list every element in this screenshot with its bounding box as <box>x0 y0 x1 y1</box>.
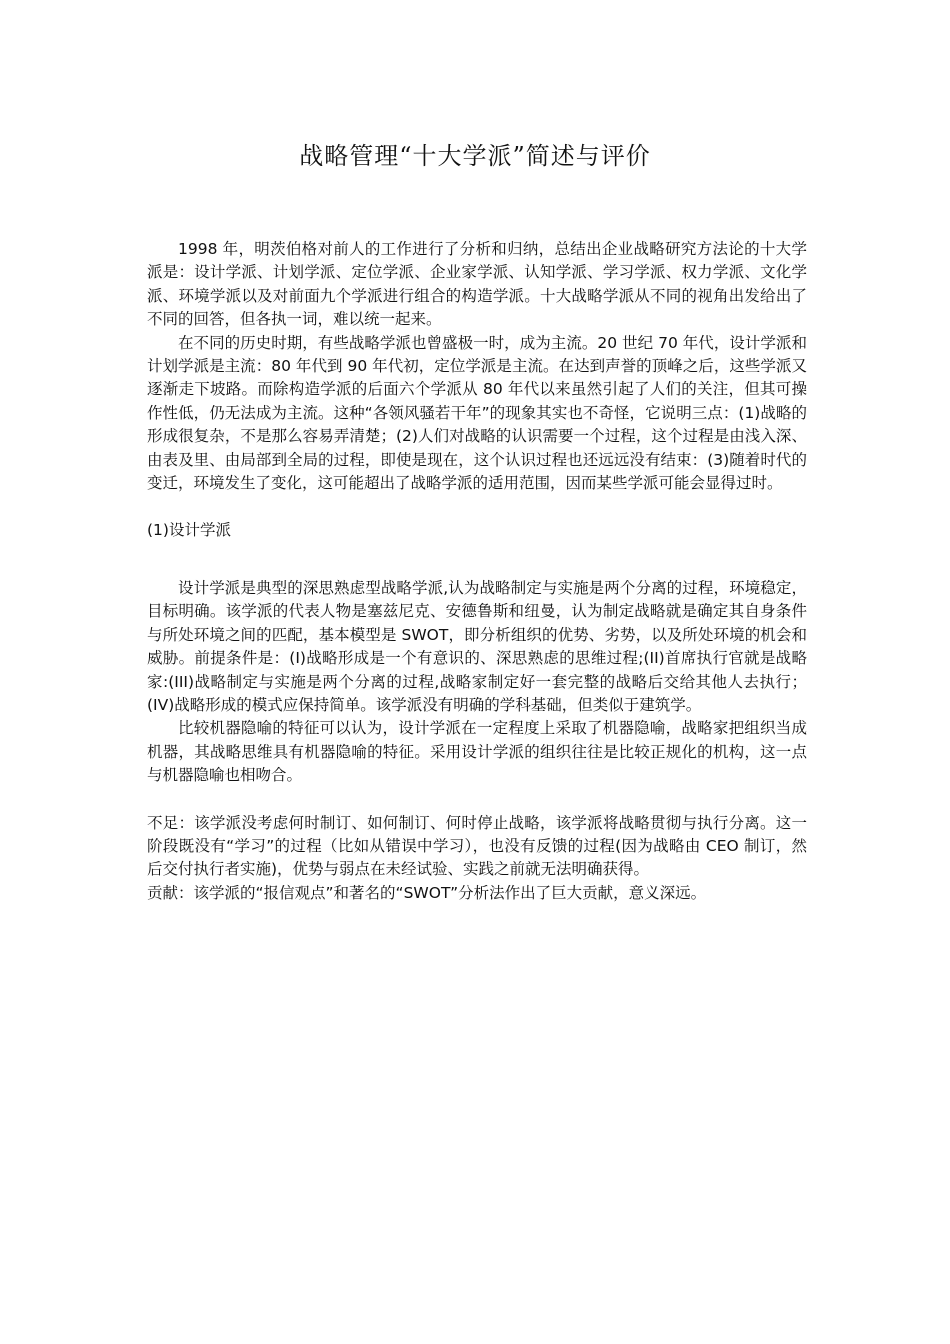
document-body <box>147 238 807 905</box>
paragraph-design-2: 比较机器隐喻的特征可以认为，设计学派在一定程度上采取了机器隐喻，战略家把组织当成机器，其战略思维具有机器隐喻的特征。采用设计学派的组织往往是比较正规化的机构，这一点与机器隐喻也相吻合。 <box>147 719 807 785</box>
paragraph-contribution: 贡献：该学派的“报信观点”和著名的“SWOT”分析法作出了巨大贡献，意义深远。 <box>147 883 707 902</box>
spacer <box>147 788 807 812</box>
section-heading-design-school: (1)设计学派 <box>147 521 231 540</box>
paragraph-intro-2: 在不同的历史时期，有些战略学派也曾盛极一时，成为主流。20 世纪 70 年代，设计学派和计划学派是主流：80 年代到 90 年代初，定位学派是主流。在达到声誉的顶峰之后，这些学派又逐渐走下坡路。而除构造学派的后面六个学派从 80 年代以来虽然引起了人们的关注，但其可操作性低，仍无法成为主流。这种“各领风骚若干年”的现象其实也不奇怪，它说明三点：(1)战略的形成很复杂，不是那么容易弄清楚；(2)人们对战略的认识需要一个过程，这个过程是由浅入深、由表及里、由局部到全局的过程，即使是现在，这个认识过程也还远远没有结束：(3)随着时代的变迁，环境发生了变化，这可能超出了战略学派的适用范围，因而某些学派可能会显得过时。 <box>147 333 807 493</box>
paragraph-intro-1: 1998 年，明茨伯格对前人的工作进行了分析和归纳，总结出企业战略研究方法论的十大学派是：设计学派、计划学派、定位学派、企业家学派、认知学派、学习学派、权力学派、文化学派、环境学派以及对前面九个学派进行组合的构造学派。十大战略学派从不同的视角出发给出了不同的回答，但各执一词，难以统一起来。 <box>147 240 807 329</box>
paragraph-design-1: 设计学派是典型的深思熟虑型战略学派,认为战略制定与实施是两个分离的过程，环境稳定，目标明确。该学派的代表人物是塞兹尼克、安德鲁斯和纽曼，认为制定战略就是确定其自身条件与所处环境之间的匹配，基本模型是 SWOT，即分析组织的优势、劣势，以及所处环境的机会和威胁。前提条件是：(I)战略形成是一个有意识的、深思熟虑的思维过程;(II)首席执行官就是战略家:(III)战略制定与实施是两个分离的过程,战略家制定好一套完整的战略后交给其他人去执行；(IV)战略形成的模式应保持简单。该学派没有明确的学科基础，但类似于建筑学。 <box>147 578 807 714</box>
page-title: 战略管理“十大学派”简述与评价 <box>299 142 651 170</box>
paragraph-shortcoming: 不足：该学派没考虑何时制订、如何制订、何时停止战略，该学派将战略贯彻与执行分离。这一阶段既没有“学习”的过程（比如从错误中学习），也没有反馈的过程(因为战略由 CEO 制订，然后交付执行者实施)，优势与弱点在未经试验、实践之前就无法明确获得。 <box>147 813 807 879</box>
spacer <box>147 495 807 519</box>
spacer <box>147 543 807 577</box>
